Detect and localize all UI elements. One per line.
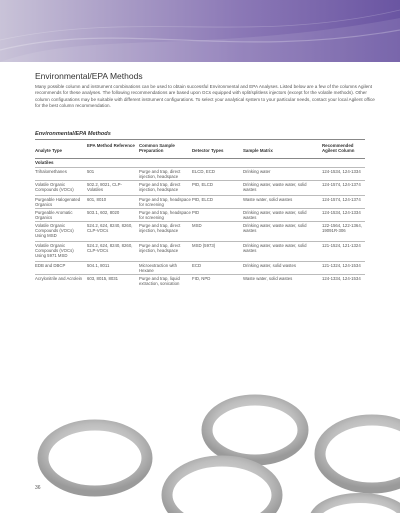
section-title: Environmental/EPA Methods [35, 71, 143, 81]
cell-prep: Purge and trap, direct injection, headspace [139, 223, 181, 234]
cell-method: 502.2, 8021, CLP-Volatiles [87, 182, 122, 193]
header-analyte-type: Analyte Type [35, 148, 63, 153]
cell-detector: PID, ELCD [192, 197, 214, 202]
table-row [35, 208, 365, 221]
table-row [35, 221, 365, 241]
table-title: Environmental/EPA Methods [35, 131, 111, 137]
cell-detector: PID, ELCD [192, 182, 214, 187]
cell-detector: PID [192, 210, 200, 215]
header-epa-method: EPA Method Reference [87, 143, 135, 148]
cell-analyte: Purgeable Aromatic Organics [35, 210, 73, 221]
cell-column: 124-1534, 124-1334 [322, 169, 361, 174]
table-row [35, 261, 365, 274]
cell-method: 524.2, 624, 8240, 8260, CLP-VOCs [87, 243, 133, 254]
cell-method: 524.2, 624, 8240, 8260, CLP-VOCs [87, 223, 133, 234]
washers-photo [0, 380, 400, 513]
cell-method: 501 [87, 169, 95, 174]
cell-column: 124-1534, 124-1334 [322, 210, 361, 215]
cell-prep: Purge and trap, headspace for screening [139, 210, 191, 221]
cell-prep: Microextraction with Hexane [139, 263, 177, 274]
cell-method: 503.1, 602, 8020 [87, 210, 120, 215]
table-header [35, 141, 365, 158]
cell-analyte: Purgeable Halogenated Organics [35, 197, 81, 208]
cell-prep: Purge and trap, liquid extraction, sonication [139, 276, 180, 287]
table-body [35, 167, 365, 288]
cell-column: 124-1334, 124-1534 [322, 276, 361, 281]
cell-matrix: Waste water, solid wastes [243, 276, 293, 281]
cell-method: 603, 8015, 8031 [87, 276, 119, 281]
cell-prep: Purge and trap, direct injection, headspace [139, 182, 181, 193]
washer-ring [167, 461, 277, 513]
table-row [35, 195, 365, 208]
header-detector: Detector Types [192, 148, 224, 153]
cell-column: 122-1564, 122-1364, 19091R-306 [322, 223, 362, 234]
header-banner [0, 0, 400, 62]
cell-matrix: Drinking water [243, 169, 271, 174]
washer-ring [320, 420, 400, 488]
cell-column: 124-1574, 124-1374 [322, 182, 361, 187]
header-matrix: Sample Matrix [243, 148, 273, 153]
table-header-rule [35, 158, 365, 159]
cell-column: 121-1324, 124-1534 [322, 263, 361, 268]
cell-matrix: Drinking water, waste water, solid wastes [243, 210, 307, 221]
cell-matrix: Drinking water, solid wastes [243, 263, 297, 268]
cell-matrix: Drinking water, waste water, solid wastes [243, 243, 307, 254]
cell-detector: MSD (5973) [192, 243, 216, 248]
cell-column: 121-1524, 121-1324 [322, 243, 361, 248]
washer-ring [314, 498, 400, 513]
cell-matrix: Waste water, solid wastes [243, 197, 293, 202]
cell-prep: Purge and trap, direct injection, headspace [139, 169, 181, 180]
page-number: 36 [35, 485, 41, 491]
header-column: Recommended Agilent Column [322, 143, 355, 153]
cell-method: 601, 8010 [87, 197, 107, 202]
intro-paragraph: Many possible column and instrument combinations can be used to obtain successful Environmental and EPA Analyses. Listed below are a few of the columns Agilent recommends for these analyses. The following recommendations are based upon GCs equipped with split/splitless injectors (except for the volatile methods). Other column configurations may be suitable with different instrument configurations. To select your analytical system to your particular needs, contact your local Agilent office for the best column recommendation. [35, 84, 375, 108]
cell-analyte: Volatile Organic Compounds (VOCs) Using MSD [35, 223, 74, 239]
cell-analyte: Volatile Organic Compounds (VOCs) [35, 182, 74, 193]
table-row [35, 167, 365, 180]
table-row [35, 274, 365, 288]
washer-ring [207, 400, 303, 460]
cell-analyte: Acrylonitrile and Acrolein [35, 276, 83, 281]
banner-wave-graphic [0, 0, 400, 62]
cell-analyte: Trihalomethanes [35, 169, 67, 174]
table-row [35, 180, 365, 195]
cell-detector: ECD [192, 263, 202, 268]
cell-method: 504.1, 8011 [87, 263, 110, 268]
cell-analyte: Volatile Organic Compounds (VOCs) Using 5971 MSD [35, 243, 74, 259]
cell-prep: Purge and trap, headspace for screening [139, 197, 191, 208]
cell-detector: FID, NPD [192, 276, 211, 281]
washer-ring [43, 425, 147, 491]
group-label-volatiles: Volatiles [35, 160, 54, 165]
table-row [35, 241, 365, 261]
header-sample-prep: Common Sample Preparation [139, 143, 175, 153]
cell-matrix: Drinking water, waste water, solid wastes [243, 182, 307, 193]
cell-prep: Purge and trap, direct injection, headspace [139, 243, 181, 254]
cell-detector: ELCD, ECD [192, 169, 215, 174]
cell-detector: MSD [192, 223, 202, 228]
cell-column: 124-1574, 124-1374 [322, 197, 361, 202]
cell-analyte: EDB and DBCP [35, 263, 66, 268]
cell-matrix: Drinking water, waste water, solid wastes [243, 223, 307, 234]
